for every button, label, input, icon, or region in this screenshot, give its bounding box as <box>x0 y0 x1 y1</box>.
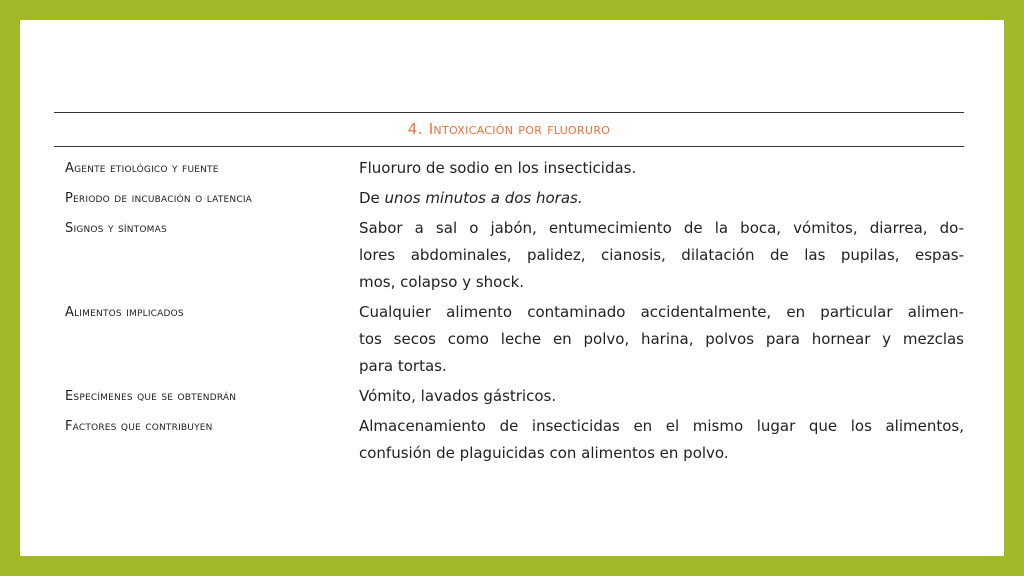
row-value-line: confusión de plaguicidas con alimentos en polvo. <box>359 444 729 462</box>
table-row-factores <box>54 413 964 467</box>
row-value <box>359 413 964 467</box>
info-table <box>54 112 964 467</box>
table-row-periodo <box>54 185 964 212</box>
row-value-prefix: De <box>359 189 385 207</box>
row-label: Factores que contribuyen <box>65 419 213 434</box>
table-title <box>54 113 964 146</box>
row-value-line: Cualquier alimento contaminado accidentalmente, en particular alimen- <box>359 303 964 321</box>
row-value <box>359 383 964 410</box>
row-value-italic: unos minutos a dos horas. <box>384 189 583 207</box>
row-label: Alimentos implicados <box>65 305 184 320</box>
table-row-signos <box>54 215 964 296</box>
row-value <box>359 185 964 212</box>
row-value-line: lores abdominales, palidez, cianosis, dilatación de las pupilas, espas- <box>359 246 964 264</box>
row-value-line: Vómito, lavados gástricos. <box>359 387 557 405</box>
row-value-line: Almacenamiento de insecticidas en el mismo lugar que los alimentos, <box>359 417 964 435</box>
table-row-especimenes <box>54 383 964 410</box>
table-row-agente <box>54 155 964 182</box>
table-title-number: 4. <box>407 120 423 138</box>
row-value <box>359 299 964 380</box>
row-label: Signos y síntomas <box>65 221 167 236</box>
slide <box>20 20 1004 556</box>
row-value <box>359 155 964 182</box>
row-value-line: para tortas. <box>359 357 447 375</box>
row-value-line: tos secos como leche en polvo, harina, polvos para hornear y mezclas <box>359 330 964 348</box>
row-value-line: mos, colapso y shock. <box>359 273 525 291</box>
row-value-line: Fluoruro de sodio en los insecticidas. <box>359 159 637 177</box>
row-value-line <box>359 185 964 212</box>
row-value <box>359 215 964 296</box>
table-title-text: Intoxicación por fluoruro <box>428 120 611 138</box>
row-label: Especímenes que se obtendrán <box>65 389 237 404</box>
table-rows <box>54 147 964 467</box>
row-label: Periodo de incubación o latencia <box>65 191 253 206</box>
row-label: Agente etiológico y fuente <box>65 161 219 176</box>
table-row-alimentos <box>54 299 964 380</box>
row-value-line: Sabor a sal o jabón, entumecimiento de la boca, vómitos, diarrea, do- <box>359 219 964 237</box>
